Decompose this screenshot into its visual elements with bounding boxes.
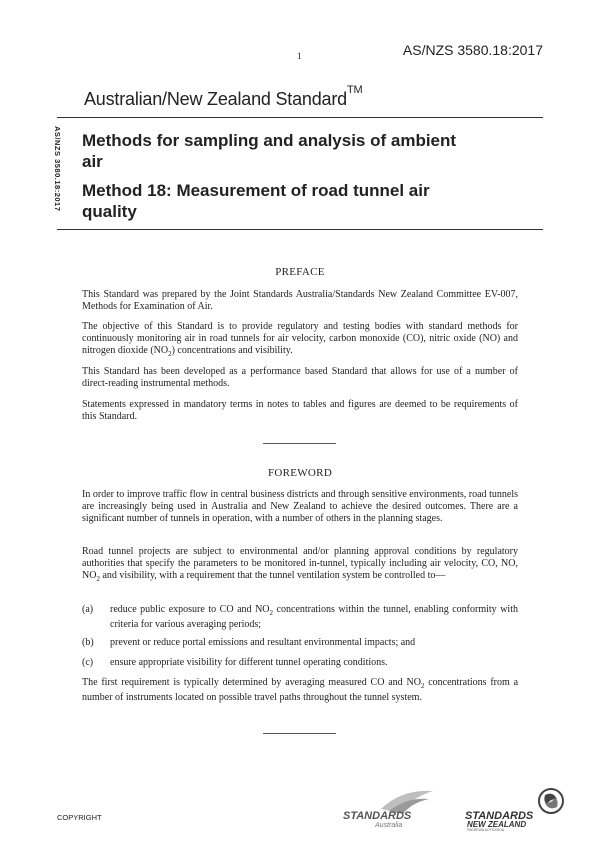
- copyright-label: COPYRIGHT: [57, 813, 102, 822]
- standards-nz-swirl-icon: [465, 785, 565, 831]
- title-line-4: quality: [82, 202, 137, 221]
- preface-heading: PREFACE: [275, 266, 325, 278]
- standards-australia-logo: [341, 787, 441, 834]
- top-rule: [57, 117, 543, 118]
- snz-logo-sub: NEW ZEALAND: [467, 820, 527, 829]
- standard-type-heading: [84, 84, 363, 110]
- standard-type: Australian/New Zealand Standard: [84, 89, 347, 109]
- preface-paragraph-2: The objective of this Standard is to provide regulatory and testing bodies with standard methods for continuously monitoring air in road tunnels for air velocity, carbon monoxide (CO), nitric oxide (NO) and nitrogen dioxide $(NO_2)$ concentrations and visibility.: [82, 321, 518, 358]
- preface-paragraph-3: This Standard has been developed as a performance based Standard that allows for use of a number of direct-reading instrumental methods.: [82, 366, 518, 389]
- sa-logo-sub: Australia: [375, 822, 403, 829]
- trademark: TM: [346, 84, 363, 96]
- standard-number: AS/NZS 3580.18:2017: [402, 42, 543, 58]
- title-bottom-rule: [57, 229, 543, 230]
- foreword-paragraph-3: The first requirement is typically determined by averaging measured CO and $NO_2$ concentrations from a number of instruments located on possible travel paths throughout the tunnel system.: [82, 677, 519, 703]
- snz-logo-main: STANDARDS: [465, 810, 534, 822]
- preface-paragraph-4: Statements expressed in mandatory terms in notes to tables and figures are deemed to be requirements of this Standard.: [82, 399, 518, 422]
- foreword-paragraph-1: In order to improve traffic flow in central business districts and through sensitive environments, road tunnels are increasingly being used in Australia and New Zealand to achieve the desired outcomes. There are a significant number of tunnels in operation, with a number of others in the planning stages.: [82, 489, 518, 524]
- title-line-3: Method 18: Measurement of road tunnel air: [82, 181, 430, 200]
- preface-paragraph-1: This Standard was prepared by the Joint Standards Australia/Standards New Zealand Committee EV-007, Methods for Examination of Air.: [82, 289, 518, 312]
- side-standard-code: AS/NZS 3580.18:2017: [53, 126, 62, 212]
- sa-logo-main: STANDARDS: [343, 810, 412, 822]
- title-line-1: Methods for sampling and analysis of ambient: [82, 131, 457, 150]
- foreword-paragraph-2: Road tunnel projects are subject to environmental and/or planning approval conditions by regulatory authorities that specify the parameters to be monitored in-tunnel, typically including air velocity, CO, NO, $NO_2$ and visibility, with a requirement that the tunnel ventilation system be controlled to—: [82, 546, 518, 583]
- standards-new-zealand-logo: [465, 785, 565, 836]
- snz-logo-tag: PAEREWA AOTEAROA: [467, 828, 505, 831]
- title-line-2: air: [82, 152, 103, 171]
- standards-australia-swoosh-icon: [341, 787, 441, 829]
- section-divider: [263, 733, 336, 734]
- foreword-heading: FOREWORD: [267, 467, 333, 479]
- section-divider: [263, 443, 336, 444]
- page-number: 1: [297, 51, 302, 61]
